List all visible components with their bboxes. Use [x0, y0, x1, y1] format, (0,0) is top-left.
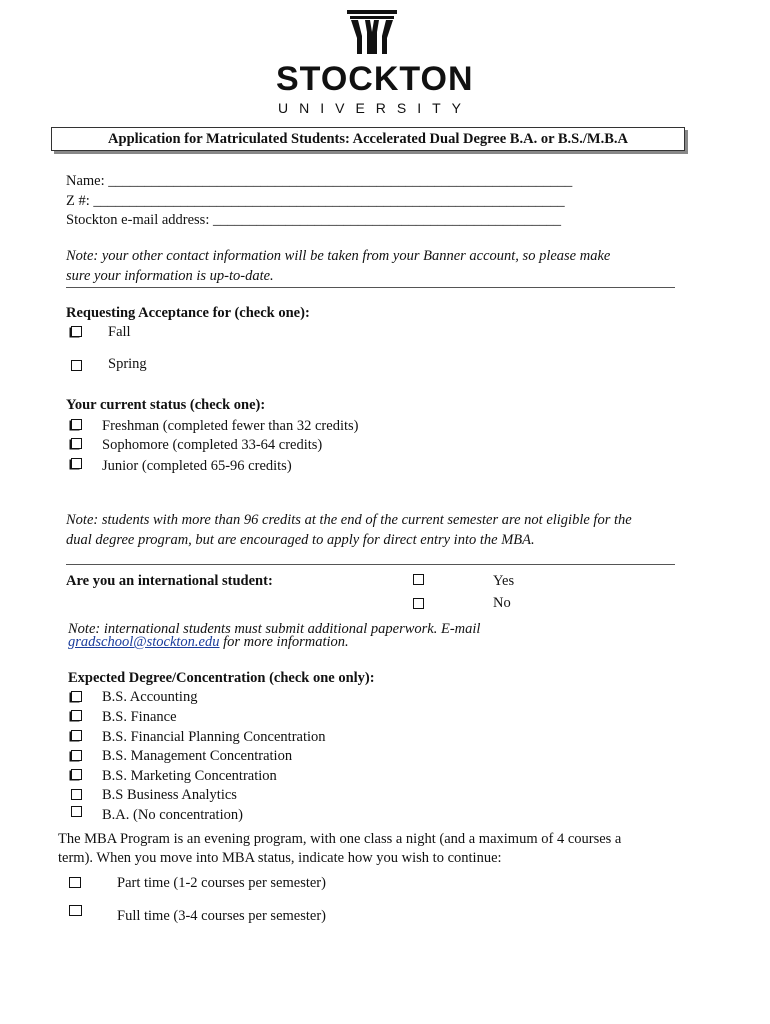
management-checkbox[interactable] [71, 750, 82, 761]
marketing-label: B.S. Marketing Concentration [102, 768, 277, 784]
z-number-field[interactable]: Z #: _________________________________________________________________ [66, 193, 565, 209]
international-no-checkbox[interactable] [413, 598, 424, 609]
logo-subtitle: UNIVERSITY [278, 100, 473, 116]
business-analytics-label: B.S Business Analytics [102, 787, 237, 803]
part-time-label: Part time (1-2 courses per semester) [117, 875, 326, 891]
contact-note-line2: sure your information is up-to-date. [66, 268, 274, 284]
contact-note-line1: Note: your other contact information will be taken from your Banner account, so please make [66, 248, 611, 264]
ba-no-concentration-label: B.A. (No concentration) [102, 807, 243, 823]
management-label: B.S. Management Concentration [102, 748, 293, 764]
gradschool-email-link[interactable]: gradschool@stockton.edu [68, 634, 220, 650]
part-time-checkbox[interactable] [69, 877, 81, 888]
accounting-label: B.S. Accounting [102, 689, 198, 705]
finance-checkbox[interactable] [71, 710, 82, 721]
logo-wordmark: STOCKTON [276, 60, 474, 98]
sophomore-checkbox[interactable] [71, 438, 82, 449]
divider [66, 287, 675, 288]
degree-heading: Expected Degree/Concentration (check one only): [68, 670, 375, 686]
name-field[interactable]: Name: ________________________________________________________________ [66, 173, 573, 189]
full-time-label: Full time (3-4 courses per semester) [117, 908, 326, 924]
freshman-checkbox[interactable] [71, 419, 82, 430]
status-heading: Your current status (check one): [66, 397, 266, 413]
finance-label: B.S. Finance [102, 709, 177, 725]
freshman-label: Freshman (completed fewer than 32 credits) [102, 418, 359, 434]
international-note-line1: Note: international students must submit additional paperwork. E-mail [68, 621, 481, 637]
full-time-checkbox[interactable] [69, 905, 82, 916]
business-analytics-checkbox[interactable] [71, 789, 82, 800]
sophomore-label: Sophomore (completed 33-64 credits) [102, 437, 323, 453]
spring-checkbox[interactable] [71, 360, 82, 371]
accounting-checkbox[interactable] [71, 691, 82, 702]
semester-heading: Requesting Acceptance for (check one): [66, 305, 310, 321]
international-no-label: No [493, 595, 511, 611]
divider [66, 564, 675, 565]
form-title: Application for Matriculated Students: Accelerated Dual Degree B.A. or B.S./M.B.A [51, 127, 685, 151]
international-yes-label: Yes [493, 573, 515, 589]
international-yes-checkbox[interactable] [413, 574, 424, 585]
mba-info-line1: The MBA Program is an evening program, with one class a night (and a maximum of 4 courses a [58, 831, 622, 847]
university-logo [270, 8, 480, 116]
spring-label: Spring [108, 356, 147, 372]
junior-label: Junior (completed 65-96 credits) [102, 458, 292, 474]
international-note-line2 [68, 635, 349, 650]
fall-checkbox[interactable] [71, 326, 82, 337]
email-field[interactable]: Stockton e-mail address: ________________________________________________ [66, 212, 561, 228]
mba-info-line2: term). When you move into MBA status, indicate how you wish to continue: [58, 850, 502, 866]
fall-label: Fall [108, 324, 131, 340]
tree-logo-icon [346, 8, 398, 56]
international-note-rest: for more information. [219, 634, 349, 650]
credits-note-line2: dual degree program, but are encouraged to apply for direct entry into the MBA. [66, 532, 535, 548]
ba-no-concentration-checkbox[interactable] [71, 806, 82, 817]
junior-checkbox[interactable] [71, 458, 82, 469]
marketing-checkbox[interactable] [71, 769, 82, 780]
financial-planning-label: B.S. Financial Planning Concentration [102, 729, 326, 745]
credits-note-line1: Note: students with more than 96 credits at the end of the current semester are not eligible for the [66, 512, 632, 528]
financial-planning-checkbox[interactable] [71, 730, 82, 741]
international-question: Are you an international student: [66, 573, 273, 589]
